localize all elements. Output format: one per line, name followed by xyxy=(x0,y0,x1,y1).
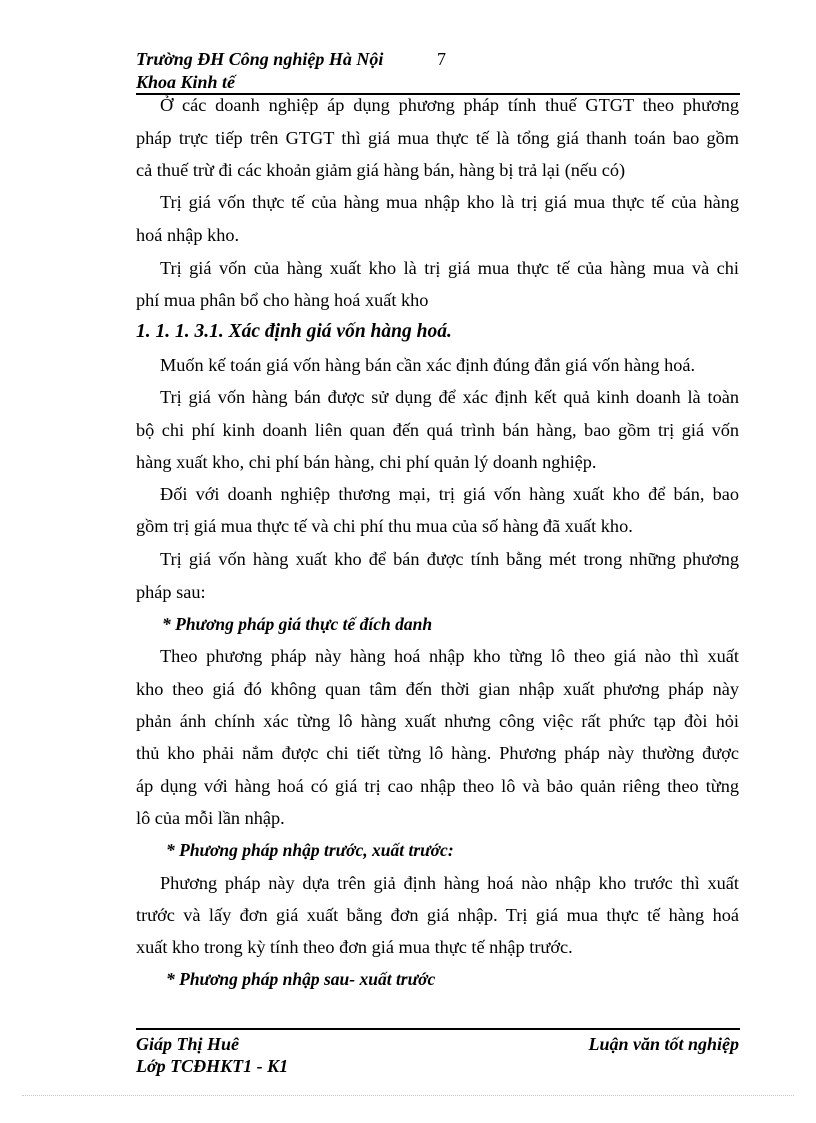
body-line: Theo phương pháp này hàng hoá nhập kho từng lô theo giá nào thì xuất xyxy=(160,646,739,666)
body-line: Trị giá vốn hàng xuất kho để bán được tính bằng mét trong những phương xyxy=(160,549,739,569)
footer-class: Lớp TCĐHKT1 - K1 xyxy=(136,1056,289,1076)
body-line: áp dụng với hàng hoá có giá trị cao nhập theo lô và bảo quản riêng theo từng xyxy=(136,776,739,796)
body-line: phí mua phân bổ cho hàng hoá xuất kho xyxy=(136,290,429,310)
page-number: 7 xyxy=(437,49,446,69)
body-line: thủ kho phải nắm được chi tiết từng lô hàng. Phương pháp này thường được xyxy=(136,743,739,763)
body-line: pháp trực tiếp trên GTGT thì giá mua thực tế là tổng giá thanh toán bao gồm xyxy=(136,128,739,148)
body-line: trước và lấy đơn giá xuất bằng đơn giá nhập. Trị giá mua thực tế hàng hoá xyxy=(136,905,739,925)
subheading-method-lifo: * Phương pháp nhập sau- xuất trước xyxy=(166,969,436,989)
header-faculty: Khoa Kinh tế xyxy=(136,72,236,92)
footer-doc-type: Luận văn tốt nghiệp xyxy=(588,1034,739,1054)
body-line: bộ chi phí kinh doanh liên quan đến quá trình bán hàng, bao gồm trị giá vốn xyxy=(136,420,739,440)
body-line: gồm trị giá mua thực tế và chi phí thu mua của số hàng đã xuất kho. xyxy=(136,516,633,536)
body-line: Muốn kế toán giá vốn hàng bán cần xác định đúng đắn giá vốn hàng hoá. xyxy=(160,355,696,375)
body-line: pháp sau: xyxy=(136,582,206,602)
subheading-method-specific: * Phương pháp giá thực tế đích danh xyxy=(162,614,433,634)
body-line: hàng xuất kho, chi phí bán hàng, chi phí quản lý doanh nghiệp. xyxy=(136,452,597,472)
body-line: Trị giá vốn của hàng xuất kho là trị giá mua thực tế của hàng mua và chi xyxy=(160,258,739,278)
body-line: Đối với doanh nghiệp thương mại, trị giá vốn hàng xuất kho để bán, bao xyxy=(160,484,739,504)
header-school: Trường ĐH Công nghiệp Hà Nội xyxy=(136,49,384,69)
body-line: lô của mỗi lần nhập. xyxy=(136,808,285,828)
body-line: Ở các doanh nghiệp áp dụng phương pháp tính thuế GTGT theo phương xyxy=(160,95,739,115)
page-edge-divider xyxy=(22,1095,794,1096)
body-line: Trị giá vốn thực tế của hàng mua nhập kho là trị giá mua thực tế của hàng xyxy=(160,192,739,212)
subheading-method-fifo: * Phương pháp nhập trước, xuất trước: xyxy=(166,840,454,860)
body-line: Trị giá vốn hàng bán được sử dụng để xác định kết quả kinh doanh là toàn xyxy=(160,387,739,407)
section-heading: 1. 1. 1. 3.1. Xác định giá vốn hàng hoá. xyxy=(136,321,452,342)
body-line: Phương pháp này dựa trên giả định hàng hoá nào nhập kho trước thì xuất xyxy=(160,873,739,893)
body-line: xuất kho trong kỳ tính theo đơn giá mua thực tế nhập trước. xyxy=(136,937,573,957)
body-line: cả thuế trừ đi các khoản giảm giá hàng bán, hàng bị trả lại (nếu có) xyxy=(136,160,626,180)
footer-rule xyxy=(136,1028,740,1030)
body-line: kho theo giá đó không quan tâm đến thời gian nhập xuất phương pháp này xyxy=(136,679,739,699)
body-line: phản ánh chính xác từng lô hàng xuất nhưng công việc rất phức tạp đòi hỏi xyxy=(136,711,739,731)
body-line: hoá nhập kho. xyxy=(136,225,240,245)
footer-author: Giáp Thị Huê xyxy=(136,1034,240,1054)
